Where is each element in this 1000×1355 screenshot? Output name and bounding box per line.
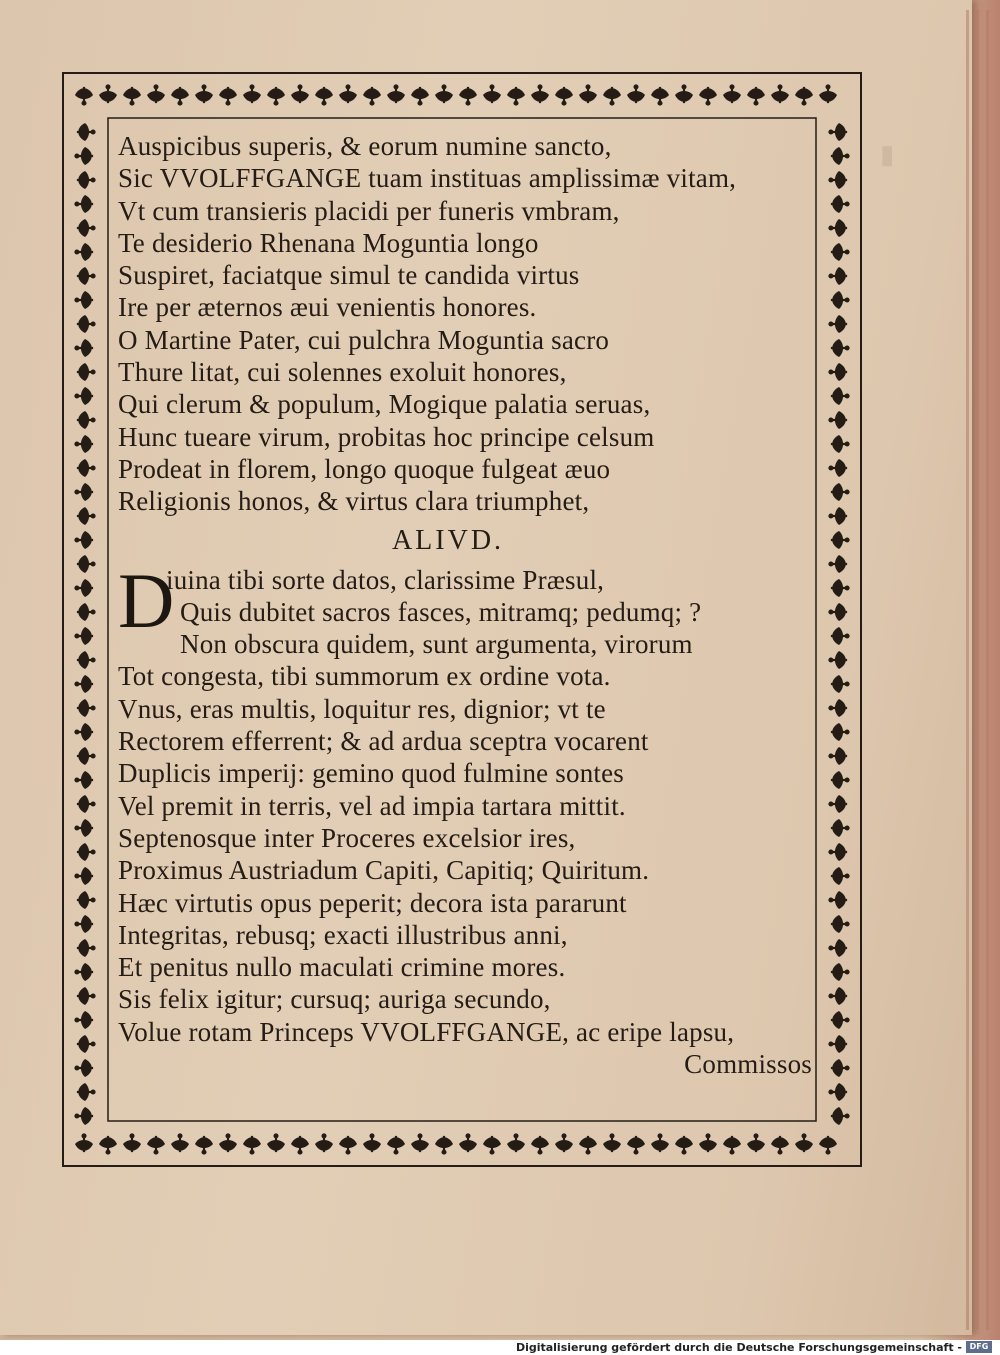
poem-line: Vnus, eras multis, loquitur res, dignior; vt te	[118, 693, 606, 724]
footer-credit: Digitalisierung gefördert durch die Deutsche Forschungsgemeinschaft -	[515, 1341, 962, 1354]
poem-line: Quis dubitet sacros fasces, mitramq; pedumq; ?	[180, 596, 702, 627]
drop-cap: D	[118, 556, 175, 644]
poem-line: Proximus Austriadum Capiti, Capitiq; Quiritum.	[118, 855, 650, 886]
page-edge	[966, 10, 969, 1330]
poem-line: Et penitus nullo maculati crimine mores.	[118, 952, 566, 983]
poem-line: Auspicibus superis, & eorum numine sancto,	[118, 131, 612, 161]
poem-line: Thure litat, cui solennes exoluit honores,	[118, 357, 567, 388]
poem-line: Sis felix igitur; cursuq; auriga secundo,	[118, 984, 551, 1015]
poem-line: Prodeat in florem, longo quoque fulgeat æuo	[118, 453, 611, 484]
poem-stanza-second	[118, 660, 818, 1080]
poem-line: Suspiret, faciatque simul te candida virtus	[118, 260, 580, 291]
poem-line: Septenosque inter Proceres excelsior ires,	[118, 822, 576, 853]
poem-line: Non obscura quidem, sunt argumenta, virorum	[180, 629, 693, 660]
poem-line: Te desiderio Rhenana Moguntia longo	[118, 227, 539, 258]
poem-line: Religionis honos, & virtus clara triumphet,	[118, 486, 590, 517]
dropcap-paragraph	[118, 556, 818, 661]
poem-stanza-first	[118, 130, 818, 518]
catchword: Commissos	[684, 1049, 812, 1080]
poem-line: Rectorem efferrent; & ad ardua sceptra vocarent	[118, 726, 649, 757]
dfg-logo-icon: DFG	[966, 1341, 992, 1353]
poem-text	[118, 130, 818, 1080]
poem-line: Hæc virtutis opus peperit; decora ista pararunt	[118, 887, 627, 918]
poem-line: Duplicis imperij: gemino quod fulmine sontes	[118, 758, 624, 789]
show-through-text: ▮	[880, 140, 895, 169]
poem-line: iuina tibi sorte datos, clarissime Præsul,	[166, 564, 605, 595]
page-edge	[986, 10, 989, 1330]
section-heading: ALIVD.	[391, 524, 505, 556]
poem-line: Sic VVOLFFGANGE tuam instituas amplissimæ vitam,	[118, 163, 737, 194]
poem-line: Ire per æternos æui venientis honores.	[118, 292, 537, 323]
poem-line: Volue rotam Princeps VVOLFFGANGE, ac eripe lapsu,	[118, 1016, 735, 1047]
poem-line: Vel premit in terris, vel ad impia tartara mittit.	[118, 790, 626, 821]
page-edge	[976, 10, 979, 1330]
poem-line: Qui clerum & populum, Mogique palatia seruas,	[118, 389, 651, 420]
poem-line: Tot congesta, tibi summorum ex ordine vota.	[118, 661, 611, 692]
poem-line: O Martine Pater, cui pulchra Moguntia sacro	[118, 324, 610, 355]
poem-line: Hunc tueare virum, probitas hoc principe celsum	[118, 421, 655, 452]
poem-line: Integritas, rebusq; exacti illustribus anni,	[118, 919, 568, 950]
poem-line: Vt cum transieris placidi per funeris vmbram,	[118, 195, 620, 226]
footer-bar	[0, 1340, 1000, 1355]
